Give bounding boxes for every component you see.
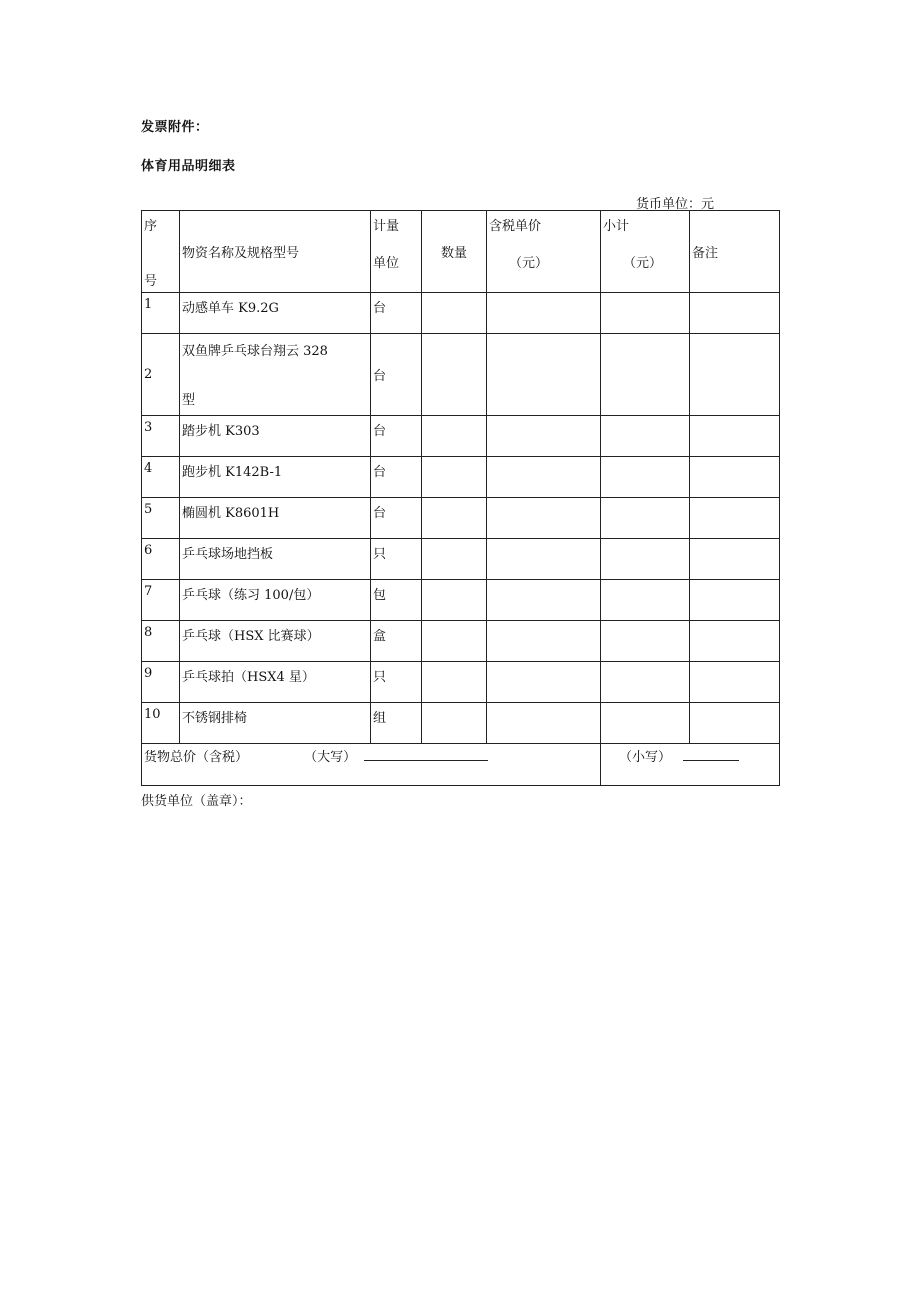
row-price xyxy=(487,498,601,539)
row-subtotal xyxy=(601,580,690,621)
row-unit: 台 xyxy=(371,457,422,498)
total-lower-label: （小写） xyxy=(619,750,672,765)
header-subtotal-bottom: （元） xyxy=(623,256,663,271)
row-unit: 台 xyxy=(371,334,422,416)
row-unit: 台 xyxy=(371,498,422,539)
row-price xyxy=(487,416,601,457)
row-remark xyxy=(690,580,780,621)
row-subtotal xyxy=(601,703,690,744)
row-seq: 6 xyxy=(142,539,180,580)
row-remark xyxy=(690,457,780,498)
row-unit: 包 xyxy=(371,580,422,621)
row-name xyxy=(180,334,371,416)
row-seq: 9 xyxy=(142,662,180,703)
row-qty xyxy=(422,580,487,621)
row-name: 乒乓球（HSX 比赛球） xyxy=(180,621,371,662)
row-price xyxy=(487,334,601,416)
table-row xyxy=(142,457,780,498)
row-unit: 组 xyxy=(371,703,422,744)
total-row xyxy=(142,744,780,786)
row-qty xyxy=(422,457,487,498)
header-subtotal-top: 小计 xyxy=(603,219,630,234)
row-price xyxy=(487,580,601,621)
header-qty: 数量 xyxy=(422,211,487,293)
row-remark xyxy=(690,703,780,744)
row-seq: 5 xyxy=(142,498,180,539)
row-subtotal xyxy=(601,457,690,498)
row-qty xyxy=(422,703,487,744)
row-unit: 盒 xyxy=(371,621,422,662)
row-qty xyxy=(422,539,487,580)
row-subtotal xyxy=(601,293,690,334)
row-subtotal xyxy=(601,662,690,703)
attachment-title: 发票附件： xyxy=(141,120,209,135)
row-unit: 只 xyxy=(371,662,422,703)
row-remark xyxy=(690,539,780,580)
header-seq xyxy=(142,211,180,293)
total-upper-cell xyxy=(142,744,601,786)
row-name: 动感单车 K9.2G xyxy=(180,293,371,334)
row-subtotal xyxy=(601,416,690,457)
header-subtotal xyxy=(601,211,690,293)
table-title: 体育用品明细表 xyxy=(141,159,236,174)
table-row xyxy=(142,580,780,621)
row-name: 乒乓球拍（HSX4 星） xyxy=(180,662,371,703)
row-subtotal xyxy=(601,334,690,416)
row-remark xyxy=(690,293,780,334)
table-row xyxy=(142,416,780,457)
header-remark: 备注 xyxy=(690,211,780,293)
row-price xyxy=(487,293,601,334)
row-name: 椭圆机 K8601H xyxy=(180,498,371,539)
header-price-top: 含税单价 xyxy=(489,219,542,234)
supplier-label: 供货单位（盖章）： xyxy=(141,794,252,809)
row-unit: 台 xyxy=(371,416,422,457)
row-subtotal xyxy=(601,621,690,662)
row-qty xyxy=(422,621,487,662)
row-price xyxy=(487,703,601,744)
row-seq: 4 xyxy=(142,457,180,498)
header-seq-bottom: 号 xyxy=(144,274,158,289)
row-name: 乒乓球（练习 100/包） xyxy=(180,580,371,621)
table-row xyxy=(142,703,780,744)
row-name: 跑步机 K142B-1 xyxy=(180,457,371,498)
row-remark xyxy=(690,416,780,457)
table-header-row xyxy=(142,211,780,293)
row-unit: 台 xyxy=(371,293,422,334)
header-name: 物资名称及规格型号 xyxy=(180,211,371,293)
row-name: 不锈钢排椅 xyxy=(180,703,371,744)
row-price xyxy=(487,539,601,580)
row-seq: 2 xyxy=(142,334,180,416)
header-unit-top: 计量 xyxy=(373,219,400,234)
table-row xyxy=(142,498,780,539)
table-row xyxy=(142,621,780,662)
row-name-line2: 型 xyxy=(182,393,196,408)
row-price xyxy=(487,457,601,498)
row-price xyxy=(487,662,601,703)
row-qty xyxy=(422,662,487,703)
row-qty xyxy=(422,293,487,334)
row-subtotal xyxy=(601,498,690,539)
row-qty xyxy=(422,498,487,539)
header-unit-bottom: 单位 xyxy=(373,256,400,271)
table-row xyxy=(142,662,780,703)
row-remark xyxy=(690,498,780,539)
detail-table xyxy=(141,210,780,786)
header-price-bottom: （元） xyxy=(509,256,549,271)
row-seq: 3 xyxy=(142,416,180,457)
row-name: 踏步机 K303 xyxy=(180,416,371,457)
row-qty xyxy=(422,416,487,457)
table-row xyxy=(142,539,780,580)
row-name: 乒乓球场地挡板 xyxy=(180,539,371,580)
row-remark xyxy=(690,621,780,662)
total-upper-blank[interactable] xyxy=(364,748,488,761)
table-row xyxy=(142,334,780,416)
row-remark xyxy=(690,334,780,416)
total-label: 货物总价（含税） xyxy=(144,750,249,765)
row-subtotal xyxy=(601,539,690,580)
row-seq: 8 xyxy=(142,621,180,662)
row-name-line1: 双鱼牌乒乓球台翔云 328 xyxy=(182,344,328,359)
total-lower-cell xyxy=(601,744,780,786)
row-unit: 只 xyxy=(371,539,422,580)
table-row xyxy=(142,293,780,334)
header-unit xyxy=(371,211,422,293)
currency-note: 货币单位：元 xyxy=(636,197,715,212)
header-seq-top: 序 xyxy=(144,219,158,234)
row-seq: 1 xyxy=(142,293,180,334)
row-seq: 7 xyxy=(142,580,180,621)
total-lower-blank[interactable] xyxy=(683,748,739,761)
row-price xyxy=(487,621,601,662)
row-remark xyxy=(690,662,780,703)
header-price xyxy=(487,211,601,293)
total-upper-label: （大写） xyxy=(304,750,357,765)
row-seq: 10 xyxy=(142,703,180,744)
row-qty xyxy=(422,334,487,416)
